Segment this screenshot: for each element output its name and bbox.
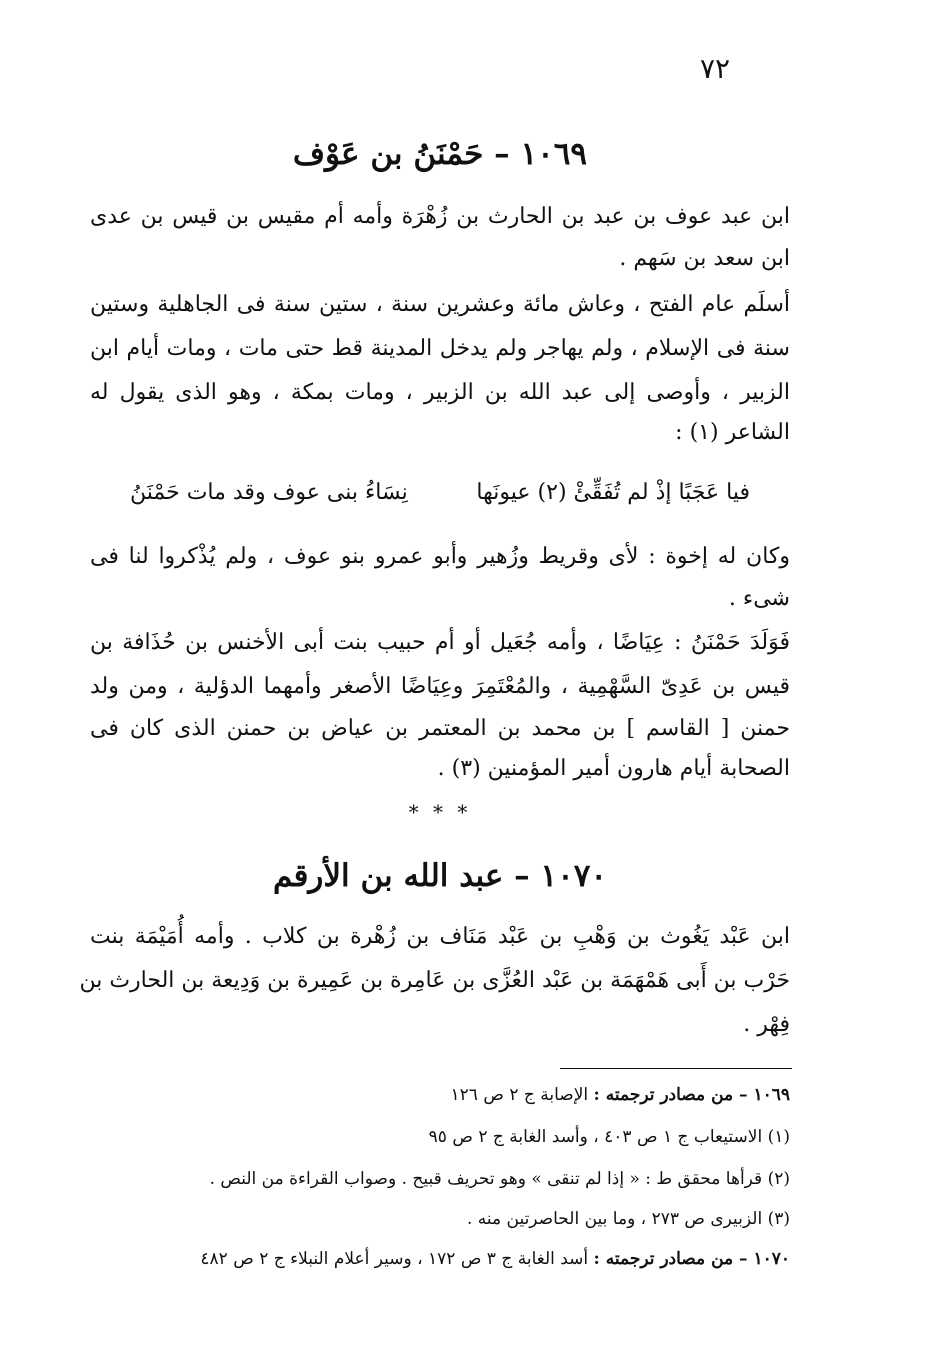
footnote-lead: ١٠٦٩ – من مصادر ترجمته : — [593, 1085, 790, 1105]
text-line: ابن سعد بن سَهم . — [619, 246, 790, 271]
text-line: شىء . — [728, 586, 790, 611]
entry-heading-1069: ١٠٦٩ – حَمْنَنُ بن عَوْف — [292, 136, 588, 172]
text-line: وكان له إخوة : لأى وقريط وزُهير وأبو عمرو بنو عوف ، ولم يُذْكروا لنا فى — [90, 544, 790, 569]
footnote-text: (١) الاستيعاب ج ١ ص ٤٠٣ ، وأسد الغابة ج ٢ ص ٩٥ — [428, 1127, 790, 1147]
section-separator: * * * — [408, 800, 472, 824]
footnote — [90, 1204, 790, 1234]
footnote-lead: ١٠٧٠ – من مصادر ترجمته : — [593, 1249, 790, 1269]
text-line: فِهْر . — [743, 1012, 790, 1037]
footnote-text: الإصابة ج ٢ ص ١٢٦ — [450, 1085, 594, 1105]
text-line: الزبير ، وأوصى إلى عبد الله بن الزبير ، ومات بمكة ، وهو الذى يقول له — [90, 380, 790, 405]
text-line: سنة فى الإسلام ، ولم يهاجر ولم يدخل المدينة قط حتى مات ، ومات أيام ابن — [90, 336, 790, 361]
text-line: حمنن [ القاسم ] بن محمد بن المعتمر بن عياض بن حمنن الذى كان فى — [90, 716, 790, 741]
footnote — [90, 1122, 790, 1152]
text-line: أسلَم عام الفتح ، وعاش مائة وعشرين سنة ، ستين سنة فى الجاهلية وستين — [90, 292, 790, 317]
footnote — [90, 1080, 790, 1110]
footnote-rule — [560, 1068, 792, 1069]
footnote — [90, 1164, 790, 1194]
text-line: ابن عبد عوف بن عبد بن الحارث بن زُهْرَة وأمه أم مقيس بن قيس بن عدى — [90, 204, 790, 229]
footnote-text: (٣) الزبيرى ص ٢٧٣ ، وما بين الحاصرتين منه . — [466, 1209, 790, 1229]
footnote — [90, 1244, 790, 1274]
poetry-verse — [130, 472, 750, 514]
text-line: ابن عَبْد يَغُوث بن وَهْبِ بن عَبْد مَنَاف بن زُهْرة بن كلاب . وأمه أُمَيْمَة بنت — [90, 924, 790, 949]
verse-second-hemistich: نِسَاءُ بنى عوف وقد مات حَمْنَنُ — [130, 480, 408, 505]
footnote-text: أسد الغابة ج ٣ ص ١٧٢ ، وسير أعلام النبلاء ج ٢ ص ٤٨٢ — [200, 1249, 594, 1269]
page-number: ٧٢ — [700, 52, 731, 85]
entry-heading-1070: ١٠٧٠ – عبد الله بن الأرقم — [272, 858, 608, 894]
text-line: الصحابة أيام هارون أمير المؤمنين (٣) . — [437, 756, 790, 781]
text-line: قيس بن عَدِىّ السَّهْمِية ، والمُعْتَمِرَ وعِيَاضًا الأصغر وأمهما الدؤلية ، ومن ولد — [90, 674, 790, 699]
verse-first-hemistich: فيا عَجَبًا إذْ لم تُفَقِّئْ (٢) عيونَها — [476, 480, 750, 505]
text-line: الشاعر (١) : — [675, 420, 790, 445]
text-line: فَوَلَدَ حَمْنَنُ : عِيَاضًا ، وأمه جُعَيل أو أم حبيب بنت أبى الأخنس بن حُذَافة بن — [90, 630, 790, 655]
footnote-text: (٢) قرأها محقق ط : « إذا لم تنقى » وهو تحريف قبيح . وصواب القراءة من النص . — [209, 1169, 790, 1189]
text-line: حَرْب بن أَبى هَمْهَمَة بن عَبْد العُزَّى بن عَامِرة بن عَمِيرة بن وَدِيعة بن الحارث بن — [79, 968, 790, 993]
